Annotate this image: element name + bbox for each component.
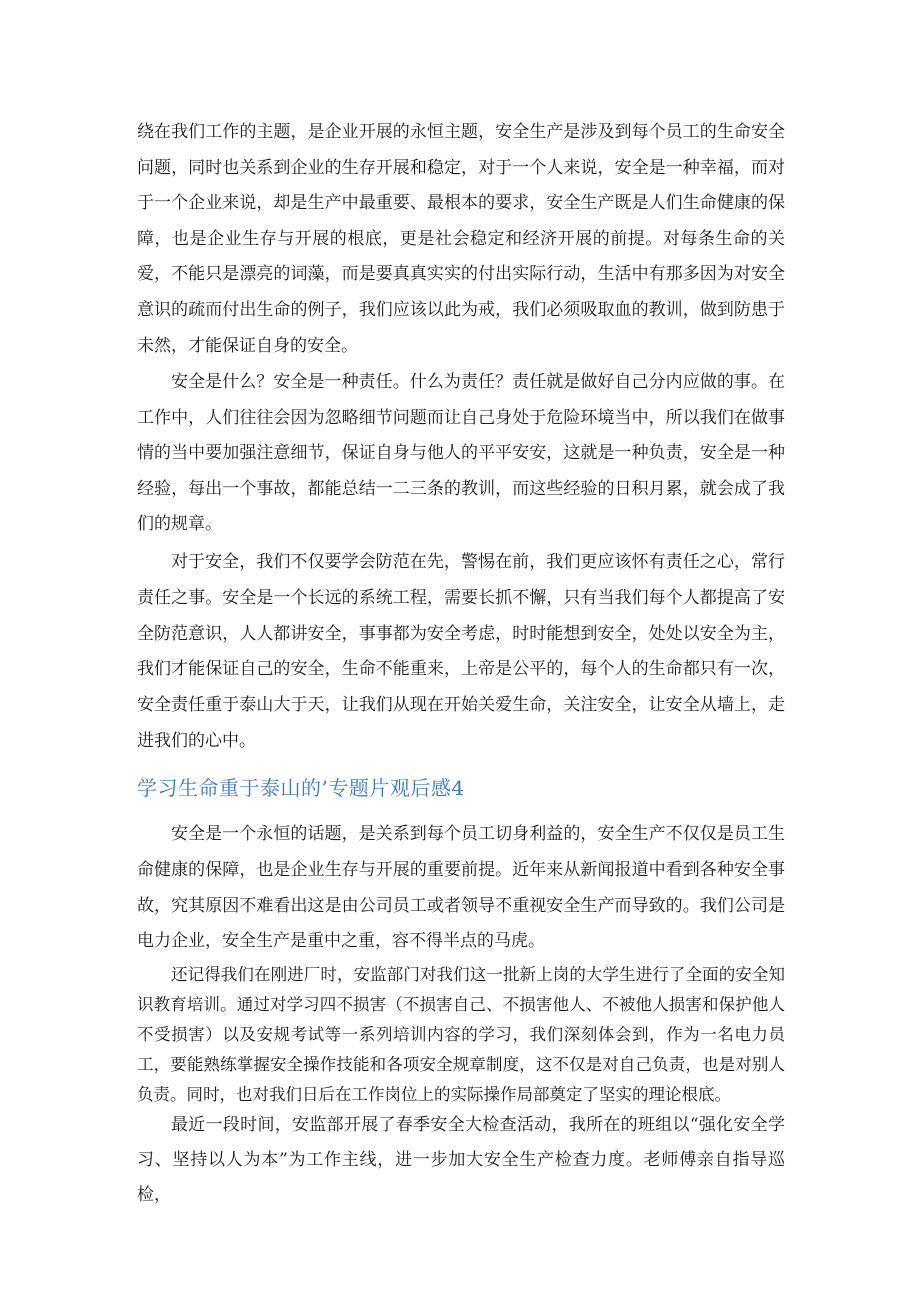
paragraph-safety-responsibility: 安全是什么？安全是一种责任。什么为责任？责任就是做好自己分内应做的事。在工作中，人们往往会因为忽略细节问题而让自己身处于危险环境当中，所以我们在做事情的当中要加强注意细节，保证自身与他人的平平安安，这就是一种负责，安全是一种经验，每出一个事故，都能总结一二三条的教训，而这些经验的日积月累，就会成了我们的规章。 [137, 372, 785, 535]
paragraph-training: 还记得我们在刚进厂时，安监部门对我们这一批新上岗的大学生进行了全面的安全知识教育培训。通过对学习四不损害（不损害自己、不损害他人、不被他人损害和保护他人不受损害）以及安规考试等一系列培训内容的学习，我们深刻体会到，作为一名电力员工，要能熟练掌握安全操作技能和各项安全规章制度，这不仅是对自己负责，也是对别人负责。同时，也对我们日后在工作岗位上的实际操作局部奠定了坚实的理论根底。 [137, 965, 785, 1104]
paragraph-safety-prevention: 对于安全，我们不仅要学会防范在先，警惕在前，我们更应该怀有责任之心，常行责任之事。安全是一个长远的系统工程，需要长抓不懈，只有当我们每个人都提高了安全防范意识，人人都讲安全，事事都为安全考虑，时时能想到安全，处处以安全为主，我们才能保证自己的安全，生命不能重来，上帝是公平的，每个人的生命都只有一次，安全责任重于泰山大于天，让我们从现在开始关爱生命，关注安全，让安全从墙上，走进我们的心中。 [137, 552, 785, 751]
paragraph-eternal-topic: 安全是一个永恒的话题，是关系到每个员工切身利益的，安全生产不仅仅是员工生命健康的保障，也是企业生存与开展的重要前提。近年来从新闻报道中看到各种安全事故，究其原因不难看出这是由公司员工或者领导不重视安全生产而导致的。我们公司是电力企业，安全生产是重中之重，容不得半点的马虎。 [137, 824, 785, 952]
paragraph-continued: 绕在我们工作的主题，是企业开展的永恒主题，安全生产是涉及到每个员工的生命安全问题，同时也关系到企业的生存开展和稳定，对于一个人来说，安全是一种幸福，而对于一个企业来说，却是生产中最重要、最根本的要求，安全生产既是人们生命健康的保障，也是企业生存与开展的根底，更是社会稳定和经济开展的前提。对每条生命的关爱，不能只是漂亮的词藻，而是要真真实实的付出实际行动，生活中有那多因为对安全意识的疏而付出生命的例子，我们应该以此为戒，我们必须吸取血的教训，做到防患于未然，才能保证自身的安全。 [137, 122, 785, 356]
section-heading: 学习生命重于泰山的’专题片观后感4 [137, 776, 465, 800]
paragraph-inspection: 最近一段时间，安监部开展了春季安全大检查活动，我所在的班组以“强化安全学习、坚持以人为本”为工作主线，进一步加大安全生产检查力度。老师傅亲自指导巡检， [137, 1115, 785, 1205]
